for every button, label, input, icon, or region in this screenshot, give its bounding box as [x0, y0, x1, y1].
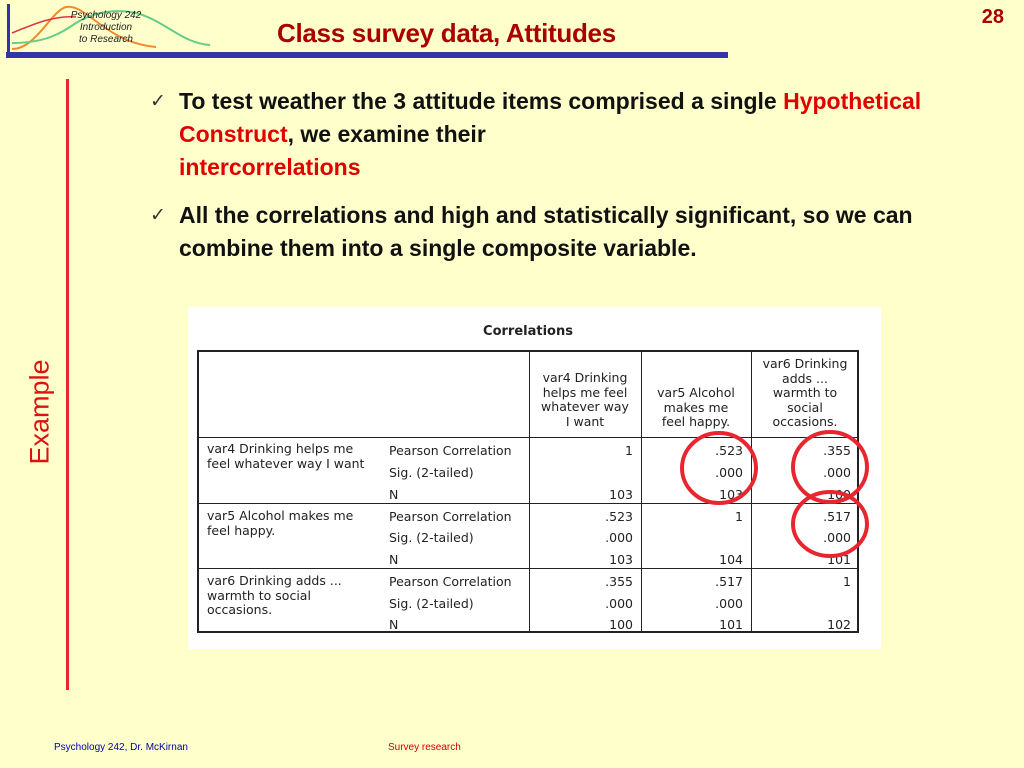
bullet-1-part-3: , we examine their	[287, 121, 486, 147]
table-cell: .000	[715, 465, 743, 480]
table-cell: 100	[827, 487, 851, 502]
table-cell: .355	[823, 443, 851, 458]
table-cell: 104	[719, 552, 743, 567]
bullet-1-hypothetical-construct: Hypothetical Construct	[179, 88, 922, 147]
slide-title: Class survey data, Attitudes	[277, 18, 616, 48]
table-cell: .355	[605, 574, 633, 589]
table-cell: .000	[605, 596, 633, 611]
stat-label: Sig. (2-tailed)	[389, 465, 474, 480]
table-cell: 103	[609, 487, 633, 502]
header-rule	[6, 52, 728, 58]
table-cell: 1	[625, 443, 633, 458]
checkmark-icon: ✓	[150, 204, 166, 226]
side-label: Example	[24, 359, 55, 465]
table-divider	[199, 503, 857, 504]
table-cell: .523	[605, 509, 633, 524]
bullet-text-2: All the correlations and high and statistically significant, so we can combine them into a single composite variable.	[179, 202, 913, 261]
table-cell: .517	[715, 574, 743, 589]
table-cell: .523	[715, 443, 743, 458]
table-cell: 101	[719, 617, 743, 632]
table-cell: .517	[823, 509, 851, 524]
row-header-var6: var6 Drinking adds ... warmth to social occasions.	[207, 573, 342, 617]
column-header-var5: var5 Alcohol makes me feel happy.	[657, 385, 735, 429]
side-rule	[66, 79, 69, 690]
row-header-var5: var5 Alcohol makes me feel happy.	[207, 508, 354, 538]
table-cell: 1	[735, 509, 743, 524]
stat-label: N	[389, 487, 399, 502]
table-cell: .000	[715, 596, 743, 611]
table-divider	[199, 568, 857, 569]
correlations-table-image	[188, 307, 881, 649]
slide-number: 28	[981, 6, 1004, 28]
stat-label: Pearson Correlation	[389, 574, 512, 589]
table-cell: 1	[843, 574, 851, 589]
table-cell: 101	[827, 552, 851, 567]
bullet-item-1	[150, 85, 950, 184]
stat-label: N	[389, 552, 399, 567]
row-header-var4: var4 Drinking helps me feel whatever way I want	[207, 441, 365, 471]
checkmark-icon: ✓	[150, 90, 166, 112]
logo-line-1: Psychology 242	[70, 10, 142, 21]
stat-label: Sig. (2-tailed)	[389, 596, 474, 611]
footer-topic: Survey research	[388, 742, 461, 753]
table-cell: 100	[609, 617, 633, 632]
bullet-1-intercorrelations: intercorrelations	[179, 154, 361, 180]
stat-label: Sig. (2-tailed)	[389, 530, 474, 545]
stat-label: Pearson Correlation	[389, 509, 512, 524]
logo-line-3: to Research	[79, 34, 133, 45]
table-cell: .000	[823, 465, 851, 480]
table-cell: .000	[823, 530, 851, 545]
bullet-text-1	[179, 85, 950, 184]
stat-label: Pearson Correlation	[389, 443, 512, 458]
course-logo	[6, 3, 211, 53]
table-cell: 102	[827, 617, 851, 632]
column-header-var6: var6 Drinking adds ... warmth to social occasions.	[762, 356, 848, 429]
table-cell: 103	[609, 552, 633, 567]
logo-caption	[58, 10, 154, 46]
column-header-var4: var4 Drinking helps me feel whatever way I want	[541, 370, 629, 429]
bullet-1-part-1: To test weather the 3 attitude items comprised a single	[179, 88, 784, 114]
stat-label: N	[389, 617, 399, 632]
footer-course: Psychology 242, Dr. McKirnan	[54, 742, 188, 753]
bullet-item-2	[150, 199, 950, 265]
logo-line-2: Introduction	[79, 22, 133, 33]
correlations-table	[197, 350, 859, 633]
table-cell: .000	[605, 530, 633, 545]
table-cell: 103	[719, 487, 743, 502]
correlations-title: Correlations	[483, 324, 573, 339]
table-divider	[199, 437, 857, 438]
